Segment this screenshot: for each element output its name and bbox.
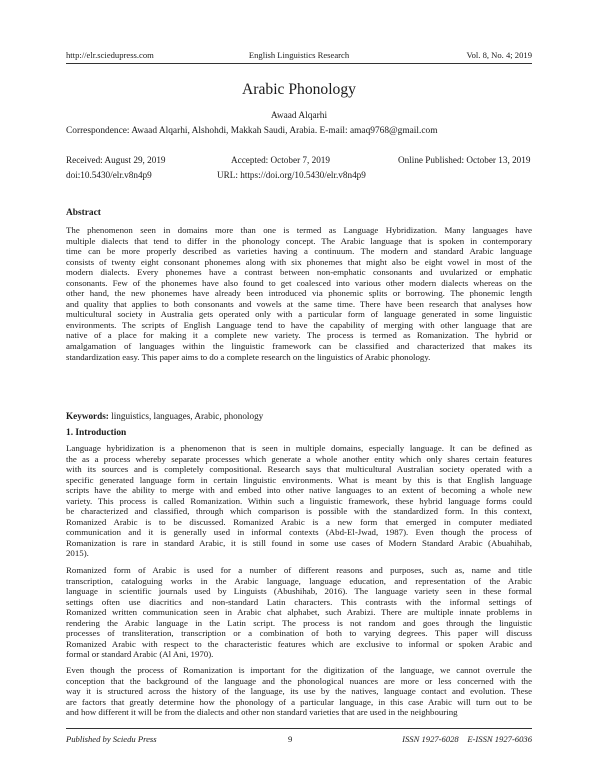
text-line: processes of transliteration, transcription or a combination of both to varying degrees. This paper will discuss	[66, 628, 532, 639]
text-line: Romanized form of Arabic is used for a number of different reasons and purposes, such as, name and title	[66, 565, 532, 575]
accepted-date: Accepted: October 7, 2019	[231, 155, 330, 165]
text-line: The phenomenon seen in domains more than one is termed as Language Hybridization. Many languages have	[66, 225, 532, 235]
abstract-text	[66, 225, 532, 362]
text-line: transcription, cataloguing works in the Arabic language, language education, and representation of the Arabic	[66, 575, 532, 586]
text-line: consists of twenty eight consonant phonemes along with six phonemes that might also be eight vowel in most of the	[66, 256, 532, 267]
text-line: Romanization is rare in standard Arabic, it is still found in some use cases of Modern Standard Arabic (Abuahihab,	[66, 537, 532, 548]
text-line: variety. This process is called Romanization. Within such a linguistic framework, these hybrid language forms could	[66, 495, 532, 506]
issn: ISSN 1927-6028	[402, 734, 459, 744]
text-line: Language hybridization is a phenomenon that is seen in multiple domains, especially language. It can be defined as	[66, 443, 532, 453]
text-line: and how different it will be from the dialects and other non standard varieties that are used in the neighbouring	[66, 707, 458, 718]
text-line: Even though the process of Romanization is important for the digitization of the language, we cannot overrule the	[66, 665, 532, 675]
doi: doi:10.5430/elr.v8n4p9	[66, 170, 152, 180]
text-line: rendering the Arabic language in the Latin script. The process is not random and goes through the linguistic	[66, 617, 532, 628]
introduction-heading: 1. Introduction	[66, 428, 127, 438]
journal-url[interactable]: http://elr.sciedupress.com	[66, 50, 154, 60]
text-line: formal or standard Arabic (Al Ani, 1970).	[66, 649, 214, 660]
keywords-line	[66, 411, 263, 421]
text-line: Romanized written communication seen in Arabic chat alphabet, such Arabizi. There are multiple innate problems in	[66, 607, 532, 618]
text-line: be characterized and classified, through which comparison is possible with the standardized form. In this context,	[66, 506, 532, 517]
received-date: Received: August 29, 2019	[66, 155, 166, 165]
keywords-label: Keywords:	[66, 411, 109, 421]
text-line: the as a process whereby separate processes which generate a whole another entity which only shares certain features	[66, 453, 532, 464]
text-line: Romanized Arabic is to be discussed. Romanized Arabic is a new form that emerged in computer mediated	[66, 516, 532, 527]
issn-info	[402, 734, 532, 744]
header-rule	[66, 63, 532, 64]
text-line: Romanized Arabic with respect to the characteristic features which are exclusive to informal or spoken Arabic and	[66, 638, 532, 649]
text-line: and quality that applies to both consonants and vowels at the same time. There have been research that analyses how	[66, 298, 532, 309]
text-line: communication and it is generally used in informal contexts (Abd-El-Jwad, 1987). Even though the process of	[66, 527, 532, 538]
text-line: consonants. Few of the phonemes have also found to get coalesced into various other modern dialects whereas on the	[66, 277, 532, 288]
text-line: amalgamation of languages within the linguistic framework can be classified and characterized that makes its	[66, 341, 532, 352]
doi-line	[66, 170, 536, 182]
text-line: environments. The scripts of English Language tend to have the capability of merging with other language that are	[66, 319, 532, 330]
eissn: E-ISSN 1927-6036	[467, 734, 532, 744]
text-line: other hand, the new phonemes have already been introduced via phonemic splits or borrowing. The phonemic length	[66, 288, 532, 299]
text-line: language in scientific journals used by Linguists (Abushihab, 2016). The language variety seen in these formal	[66, 586, 532, 597]
running-header	[66, 50, 532, 62]
text-line: conception that the background of the language and the phonological nuances are more or less concerned with the	[66, 675, 532, 686]
abstract-heading: Abstract	[66, 208, 101, 218]
publication-dates	[66, 155, 536, 167]
publisher: Published by Sciedu Press	[66, 734, 157, 744]
intro-paragraph-1	[66, 443, 532, 559]
intro-paragraph-2	[66, 565, 532, 660]
text-line: specific generated language form in certain linguistic environments. What is meant by this is that English language	[66, 474, 532, 485]
text-line: settings often use diacritics and non-standard Latin characters. This contrasts with the informal settings of	[66, 596, 532, 607]
page-footer	[66, 734, 532, 746]
text-line: modern dialects. Every phonemes have a contrast between non-emphatic consonants and uvularized or emphatic	[66, 267, 532, 278]
volume-info: Vol. 8, No. 4; 2019	[466, 50, 532, 60]
text-line: multicultural society in Australia gets operated only with a particular form of language generated in some linguistic	[66, 309, 532, 320]
text-line: way it is structured across the history of the language, its use by the natives, language contact and evolution. These	[66, 686, 532, 697]
doi-url[interactable]: URL: https://doi.org/10.5430/elr.v8n4p9	[217, 170, 366, 180]
text-line: standardization easy. This paper aims to do a complete research on the linguistics of Arabic phonology.	[66, 351, 431, 362]
page-number: 9	[288, 734, 293, 744]
journal-name: English Linguistics Research	[248, 50, 350, 60]
intro-paragraph-3	[66, 665, 532, 718]
text-line: 2015).	[66, 548, 89, 559]
text-line: are factors that greatly determine how the phonology of a particular language, in this case Arabic will turn out to be	[66, 696, 532, 707]
text-line: multiple dialects that tend to differ in the phonology concept. The Arabic language that is spoken in contemporary	[66, 235, 532, 246]
text-line: with its sources and is completely compositional. Research says that multicultural Australian society operated with a	[66, 464, 532, 475]
correspondence: Correspondence: Awaad Alqarhi, Alshohdi, Makkah Saudi, Arabia. E-mail: amaq9768@gmail.com	[66, 126, 438, 136]
article-title: Arabic Phonology	[242, 81, 356, 98]
footer-rule	[66, 728, 532, 729]
text-line: time can be more properly described as varieties having a continuum. The modern and standard Arabic language	[66, 246, 532, 257]
text-line: native of a place for making it a complete new variety. The process is termed as Romanization. The hybrid or	[66, 330, 532, 341]
keywords-text: linguistics, languages, Arabic, phonology	[108, 411, 264, 421]
author-name: Awaad Alqarhi	[270, 111, 328, 121]
text-line: scripts have the ability to merge with and embed into other native languages to an extent of becoming a whole new	[66, 485, 532, 496]
published-date: Online Published: October 13, 2019	[398, 155, 531, 165]
